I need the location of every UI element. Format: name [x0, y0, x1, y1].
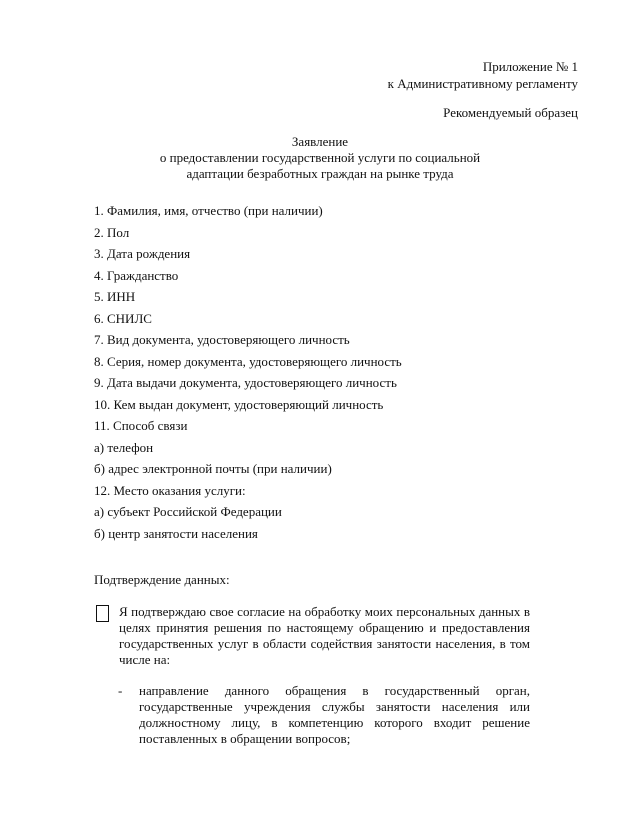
title-line-2: о предоставлении государственной услуги по социальной	[159, 150, 481, 165]
appendix-number: Приложение № 1	[482, 59, 578, 74]
field-snils: 6. СНИЛС	[94, 310, 152, 326]
bullet-dash: -	[118, 683, 123, 698]
field-birth-date: 3. Дата рождения	[94, 246, 191, 261]
field-employment-center: б) центр занятости населения	[94, 525, 258, 541]
confirmation-heading: Подтверждение данных:	[94, 572, 230, 587]
appendix-reference	[388, 58, 578, 92]
field-inn: 5. ИНН	[94, 289, 136, 304]
consent-text: Я подтверждаю свое согласие на обработку моих персональных данных в целях принятия решения по настоящему обращению и предоставления государственных услуг в области содействия занятости населения, в том числе на:	[119, 604, 530, 667]
appendix-regulation: к Административному регламенту	[387, 76, 578, 91]
field-sex: 2. Пол	[94, 224, 130, 240]
consent-checkbox[interactable]	[96, 605, 109, 622]
document-title	[0, 134, 640, 182]
title-line-1: Заявление	[291, 134, 349, 149]
field-id-document-number: 8. Серия, номер документа, удостоверяющего личность	[94, 353, 402, 369]
field-id-document-issuer: 10. Кем выдан документ, удостоверяющий личность	[94, 396, 384, 412]
field-contact-method: 11. Способ связи	[94, 418, 188, 433]
field-full-name: 1. Фамилия, имя, отчество (при наличии)	[94, 203, 323, 218]
field-id-document-issue-date: 9. Дата выдачи документа, удостоверяющего личность	[94, 375, 397, 390]
consent-block	[94, 604, 530, 668]
field-contact-phone: а) телефон	[94, 439, 154, 455]
title-line-3: адаптации безработных граждан на рынке труда	[186, 166, 454, 181]
field-citizenship: 4. Гражданство	[94, 267, 179, 283]
field-service-region: а) субъект Российской Федерации	[94, 504, 282, 519]
consent-purpose-text: направление данного обращения в государственный орган, государственные учреждения службы занятости населения или должностному лицу, в компетенцию которого входит решение поставленных в обращении вопросов;	[139, 683, 530, 746]
applicant-fields-list	[94, 203, 574, 547]
consent-purpose-item	[118, 683, 530, 747]
field-service-location: 12. Место оказания услуги:	[94, 482, 246, 498]
sample-label: Рекомендуемый образец	[443, 105, 578, 120]
field-contact-email: б) адрес электронной почты (при наличии)	[94, 461, 332, 476]
field-id-document-type: 7. Вид документа, удостоверяющего личность	[94, 332, 350, 347]
